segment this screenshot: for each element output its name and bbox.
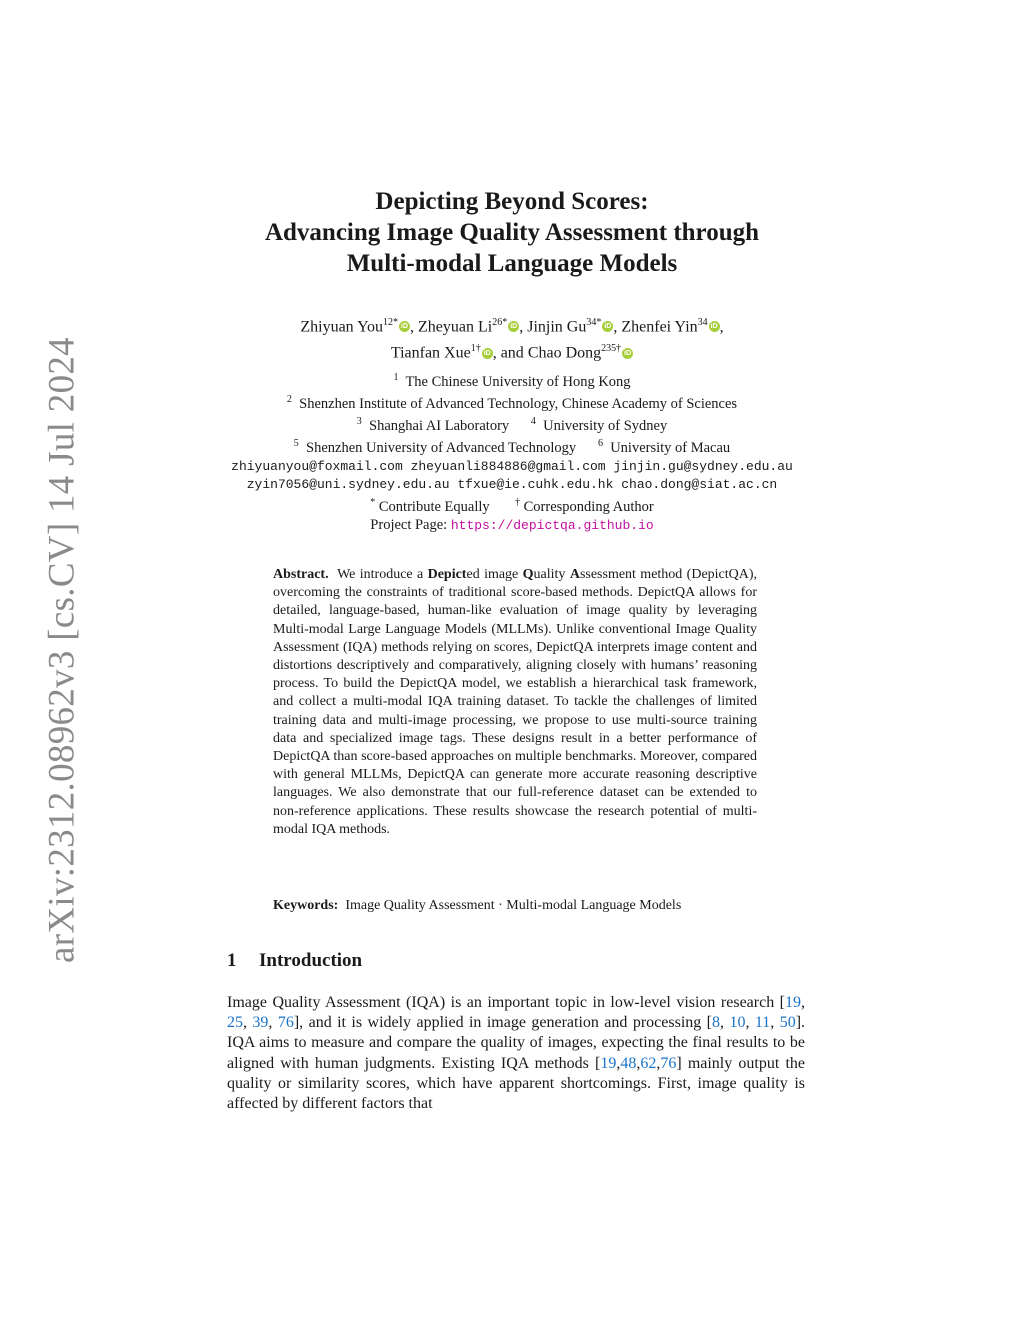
citation-link[interactable]: 76 (660, 1054, 677, 1072)
arxiv-side-label: arXiv:2312.08962v3 [cs.CV] 14 Jul 2024 (41, 337, 83, 963)
citation-link[interactable]: 76 (277, 1014, 294, 1032)
intro-text: ] mainly output the quality or similarity scores, which have apparent shortcomings. First, image quality is affected by different factors that (227, 1054, 806, 1113)
equal-contribution-note: Contribute Equally (378, 498, 490, 515)
affiliation: The Chinese University of Hong Kong (405, 373, 631, 390)
affiliation: University of Macau (610, 440, 731, 457)
keywords-text: Image Quality Assessment · Multi-modal Language Models (345, 898, 682, 913)
author-marks: 34* (586, 317, 602, 328)
abstract-text: ed image (466, 567, 519, 582)
orcid-icon[interactable]: iD (624, 349, 632, 357)
project-page-link[interactable]: https://depictqa.github.io (450, 518, 654, 534)
affiliation-block (0, 369, 1024, 536)
citation-link[interactable]: 50 (779, 1014, 796, 1032)
affiliation: Shenzhen University of Advanced Technology (306, 440, 577, 457)
email-line-1[interactable]: zhiyuanyou@foxmail.com zheyuanli884886@gmail.com jinjin.gu@sydney.edu.au (231, 458, 793, 474)
equal-contribution-mark: * (370, 497, 376, 509)
author-marks: 1† (470, 343, 481, 355)
project-page-label: Project Page: (370, 517, 448, 534)
citation-link[interactable]: 19 (785, 994, 801, 1011)
affiliation: Shenzhen Institute of Advanced Technology, Chinese Academy of Sciences (299, 395, 738, 412)
author-marks: 12* (383, 317, 399, 328)
affiliation-mark: 4 (530, 416, 536, 428)
author-name: Zhiyuan You (300, 318, 384, 336)
citation-link[interactable]: 19 (600, 1054, 617, 1072)
email-line-2[interactable]: zyin7056@uni.sydney.edu.au tfxue@ie.cuhk.edu.hk chao.dong@siat.ac.cn (246, 476, 778, 492)
title-line-2: Advancing Image Quality Assessment through (264, 219, 760, 246)
affiliation-mark: 6 (597, 438, 603, 450)
affiliation-mark: 2 (286, 394, 292, 406)
corresponding-author-mark: † (515, 497, 521, 509)
abstract-text: ssessment method (DepictQA), overcoming the constraints of traditional score-based methods. DepictQA allows for detailed, language-based, human-like evaluation of image quality by leveraging Multi-modal Large Language Models (MLLMs). Unlike conventional Image Quality Assessment (IQA) methods relying on scores, DepictQA interprets image content and distortions descriptively and comparatively, aligning closely with humans’ reasoning process. To build the DepictQA model, we establish a hierarchical task framework, and collect a multi-modal IQA training dataset. To tackle the challenges of limited training data and multi-image processing, we propose to use multi-source training data and specialized image tags. These designs result in a better performance of DepictQA than score-based approaches on multiple benchmarks. Moreover, compared with general MLLMs, DepictQA can generate more accurate reasoning descriptive languages. We also demonstrate that our full-reference dataset can be extended to non-reference applications. These results showcase the research potential of multi-modal IQA methods. (273, 567, 758, 837)
abstract-bold-a: A (569, 567, 580, 582)
orcid-icon[interactable]: iD (401, 323, 409, 331)
author-name: Jinjin Gu (527, 318, 587, 336)
author-list: Zhiyuan You$^{12*}$ iD , Zheyuan $Li^{26*}$ iD , Jinjin $Gu^{34*}$ iD , Zhenfei Yin$^{34}$ iD , Tianfan Xue$^{1\dagger}$ iD , and Chao Dong$^{235\dagger}$ iD (300, 317, 724, 362)
citation-link[interactable]: 8 (712, 1014, 721, 1032)
orcid-icon[interactable]: iD (604, 323, 612, 331)
affiliation: University of Sydney (543, 418, 668, 435)
affiliation: Shanghai AI Laboratory (369, 418, 510, 435)
affiliation-mark: 3 (356, 416, 362, 428)
abstract-text: uality (533, 567, 566, 582)
abstract-bold-q: Q (522, 567, 534, 582)
author-name: Chao Dong (527, 344, 602, 362)
author-marks: 26* (492, 317, 508, 328)
citation-link[interactable]: 62 (640, 1054, 657, 1072)
citation-link[interactable]: 10 (729, 1014, 746, 1032)
section-heading (227, 950, 362, 972)
abstract-label: Abstract. (273, 567, 329, 582)
keywords (273, 897, 757, 915)
corresponding-author-note: Corresponding Author (523, 498, 654, 515)
affiliation-mark: 5 (293, 438, 299, 450)
affiliation-mark: 1 (393, 372, 399, 383)
keywords-label: Keywords: (273, 898, 339, 913)
citation-link[interactable]: 25 (227, 1014, 243, 1032)
citation-link[interactable]: 48 (620, 1054, 637, 1072)
author-marks: 34 (697, 317, 708, 328)
orcid-icon[interactable]: iD (510, 323, 518, 331)
intro-paragraph: Image Quality Assessment (IQA) is an important topic in low-level vision research [19, 25, 39, 76], and it is widely applied in image generation and processing [8, 10, 11, 50]. IQA aims to measure and compare the quality of images, expecting the final results to be aligned with human judgments. Existing IQA methods [19,48,62,76] mainly output the quality or similarity scores, which have apparent shortcomings. First, image quality is affected by different factors that (227, 994, 806, 1113)
intro-text: ]. IQA aims to measure and compare the quality of images, expecting the final results to be aligned with human judgments. Existing IQA methods [ (227, 1014, 806, 1072)
title-line-3: Multi-modal Language Models (346, 250, 678, 277)
author-name: Tianfan Xue (390, 344, 471, 362)
intro-text: ], and it is widely applied in image generation and processing [ (293, 1014, 713, 1032)
orcid-icon[interactable]: iD (483, 349, 491, 357)
intro-text: Image Quality Assessment (IQA) is an important topic in low-level vision research [ (227, 994, 785, 1011)
section-title: Introduction (259, 950, 363, 971)
abstract-text: We introduce a (337, 567, 424, 582)
abstract-bold-depict: Depict (427, 567, 467, 582)
orcid-icon[interactable]: iD (710, 323, 718, 331)
section-number: 1 (227, 950, 237, 971)
author-name: Zheyuan Li (418, 318, 493, 336)
author-marks: 235† (601, 343, 622, 355)
citation-link[interactable]: 11 (754, 1014, 771, 1032)
author-name: Zhenfei Yin (621, 318, 698, 336)
title-line-1: Depicting Beyond Scores: (375, 188, 649, 215)
abstract (273, 566, 757, 839)
paper-title (0, 186, 1024, 279)
citation-link[interactable]: 39 (252, 1014, 269, 1032)
